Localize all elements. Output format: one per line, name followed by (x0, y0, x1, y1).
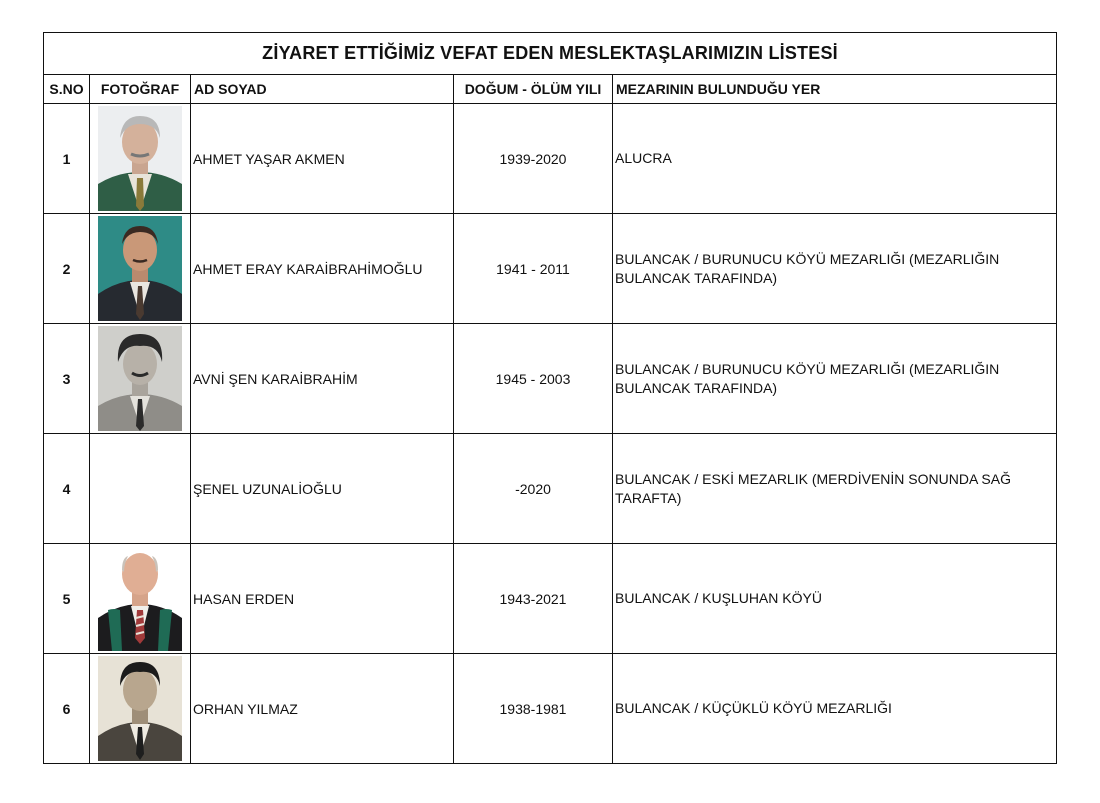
photo-cell (90, 544, 191, 654)
birth-death-years: 1943-2021 (454, 544, 613, 654)
portrait-photo (98, 106, 182, 211)
header-years: DOĞUM - ÖLÜM YILI (454, 75, 613, 104)
table-row (44, 104, 1057, 214)
header-name: AD SOYAD (191, 75, 454, 104)
birth-death-years: 1945 - 2003 (454, 324, 613, 434)
table-row (44, 324, 1057, 434)
photo-cell-empty (90, 434, 191, 544)
table-row (44, 654, 1057, 764)
row-number: 1 (44, 104, 90, 214)
person-name: AHMET YAŞAR AKMEN (191, 104, 454, 214)
birth-death-years: -2020 (454, 434, 613, 544)
header-place: MEZARININ BULUNDUĞU YER (613, 75, 1057, 104)
row-number: 5 (44, 544, 90, 654)
memorial-list-sheet (43, 32, 1056, 764)
table-row (44, 434, 1057, 544)
row-number: 3 (44, 324, 90, 434)
photo-cell (90, 654, 191, 764)
table-title: ZİYARET ETTİĞİMİZ VEFAT EDEN MESLEKTAŞLARIMIZIN LİSTESİ (44, 33, 1057, 75)
row-number: 4 (44, 434, 90, 544)
person-name: AHMET ERAY KARAİBRAHİMOĞLU (191, 214, 454, 324)
grave-location: BULANCAK / BURUNUCU KÖYÜ MEZARLIĞI (MEZARLIĞIN BULANCAK TARAFINDA) (613, 214, 1057, 324)
birth-death-years: 1941 - 2011 (454, 214, 613, 324)
person-name: ŞENEL UZUNALİOĞLU (191, 434, 454, 544)
photo-cell (90, 104, 191, 214)
header-sno: S.NO (44, 75, 90, 104)
person-name: AVNİ ŞEN KARAİBRAHİM (191, 324, 454, 434)
grave-location: BULANCAK / KUŞLUHAN KÖYÜ (613, 544, 1057, 654)
table-row (44, 214, 1057, 324)
header-row (44, 75, 1057, 104)
birth-death-years: 1938-1981 (454, 654, 613, 764)
portrait-photo (98, 326, 182, 431)
birth-death-years: 1939-2020 (454, 104, 613, 214)
row-number: 6 (44, 654, 90, 764)
person-name: HASAN ERDEN (191, 544, 454, 654)
portrait-photo (98, 546, 182, 651)
memorial-table (43, 32, 1057, 764)
grave-location: BULANCAK / BURUNUCU KÖYÜ MEZARLIĞI (MEZARLIĞIN BULANCAK TARAFINDA) (613, 324, 1057, 434)
grave-location: ALUCRA (613, 104, 1057, 214)
table-row (44, 544, 1057, 654)
portrait-photo (98, 216, 182, 321)
photo-cell (90, 214, 191, 324)
person-name: ORHAN YILMAZ (191, 654, 454, 764)
photo-cell (90, 324, 191, 434)
portrait-photo (98, 656, 182, 761)
header-photo: FOTOĞRAF (90, 75, 191, 104)
row-number: 2 (44, 214, 90, 324)
grave-location: BULANCAK / ESKİ MEZARLIK (MERDİVENİN SONUNDA SAĞ TARAFTA) (613, 434, 1057, 544)
grave-location: BULANCAK / KÜÇÜKLÜ KÖYÜ MEZARLIĞI (613, 654, 1057, 764)
